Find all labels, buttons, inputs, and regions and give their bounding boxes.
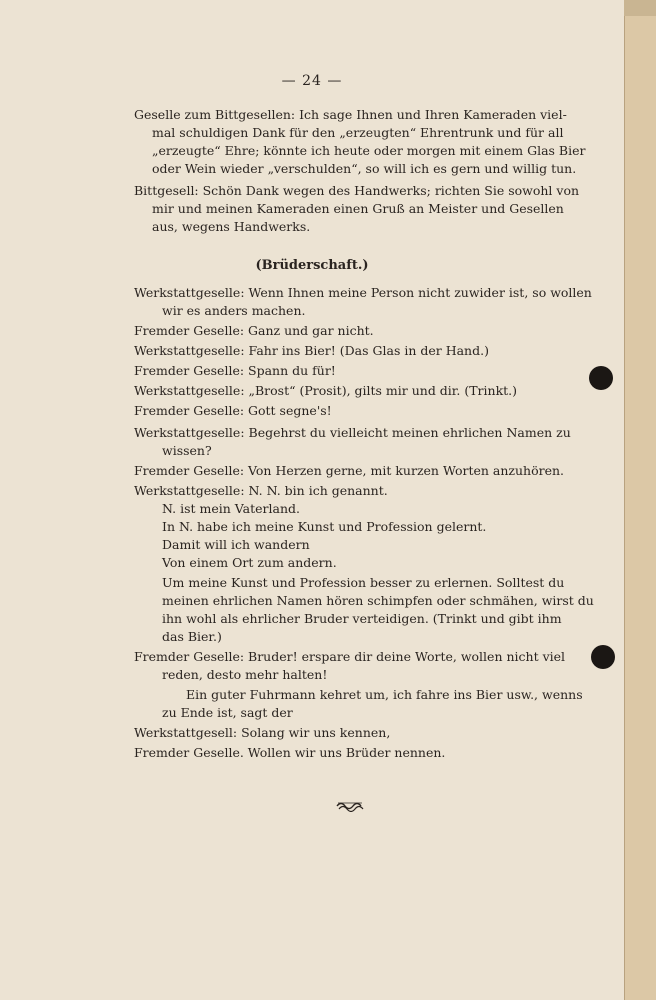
paper-edge xyxy=(624,0,656,1000)
text-line: Geselle zum Bittgesellen: Ich sage Ihnen und Ihren Kameraden viel- xyxy=(134,107,567,122)
section-heading: (Brüderschaft.) xyxy=(255,258,369,273)
text-line: In N. habe ich meine Kunst und Profession gelernt. xyxy=(162,519,487,534)
text-line: „erzeugte“ Ehre; könnte ich heute oder morgen mit einem Glas Bier xyxy=(152,143,586,158)
text-line: reden, desto mehr halten! xyxy=(162,667,328,682)
text-line: Werkstattgeselle: „Brost“ (Prosit), gilts mir und dir. (Trinkt.) xyxy=(134,383,518,398)
text-line: Werkstattgeselle: N. N. bin ich genannt. xyxy=(134,483,388,498)
text-line: Fremder Geselle: Bruder! erspare dir deine Worte, wollen nicht viel xyxy=(134,649,566,664)
text-line: wir es anders machen. xyxy=(162,303,306,318)
ornament-icon xyxy=(335,800,365,812)
text-line: aus, wegens Handwerks. xyxy=(152,219,311,234)
text-line: Fremder Geselle: Ganz und gar nicht. xyxy=(134,323,374,338)
text-line: zu Ende ist, sagt der xyxy=(162,705,293,720)
text-line: Werkstattgesell: Solang wir uns kennen, xyxy=(134,725,391,740)
text-line: Ein guter Fuhrmann kehret um, ich fahre ins Bier usw., wenns xyxy=(186,687,583,702)
text-line: meinen ehrlichen Namen hören schimpfen oder schmähen, wirst du xyxy=(162,593,594,608)
text-line: Damit will ich wandern xyxy=(162,537,310,552)
text-line: Werkstattgeselle: Fahr ins Bier! (Das Glas in der Hand.) xyxy=(134,343,489,358)
text-line: wissen? xyxy=(162,443,212,458)
text-line: Werkstattgeselle: Wenn Ihnen meine Person nicht zuwider ist, so wollen xyxy=(134,285,592,300)
text-line: mir und meinen Kameraden einen Gruß an Meister und Gesellen xyxy=(152,201,564,216)
punch-hole xyxy=(591,645,615,669)
text-line: das Bier.) xyxy=(162,629,222,644)
paper-edge-top xyxy=(624,0,656,16)
text-line: oder Wein wieder „verschulden“, so will ich es gern und willig tun. xyxy=(152,161,577,176)
text-line: Fremder Geselle: Gott segne's! xyxy=(134,403,332,418)
text-line: Von einem Ort zum andern. xyxy=(162,555,337,570)
text-line: mal schuldigen Dank für den „erzeugten“ Ehrentrunk und für all xyxy=(152,125,564,140)
text-line: N. ist mein Vaterland. xyxy=(162,501,300,516)
text-line: ihn wohl als ehrlicher Bruder verteidigen. (Trinkt und gibt ihm xyxy=(162,611,562,626)
punch-hole xyxy=(589,366,613,390)
text-line: Fremder Geselle. Wollen wir uns Brüder nennen. xyxy=(134,745,446,760)
text-line: Fremder Geselle: Spann du für! xyxy=(134,363,336,378)
text-line: Werkstattgeselle: Begehrst du vielleicht meinen ehrlichen Namen zu xyxy=(134,425,571,440)
page-number: — 24 — xyxy=(281,73,343,89)
text-line: Fremder Geselle: Von Herzen gerne, mit kurzen Worten anzuhören. xyxy=(134,463,565,478)
text-line: Um meine Kunst und Profession besser zu erlernen. Solltest du xyxy=(162,575,565,590)
text-line: Bittgesell: Schön Dank wegen des Handwerks; richten Sie sowohl von xyxy=(134,183,580,198)
